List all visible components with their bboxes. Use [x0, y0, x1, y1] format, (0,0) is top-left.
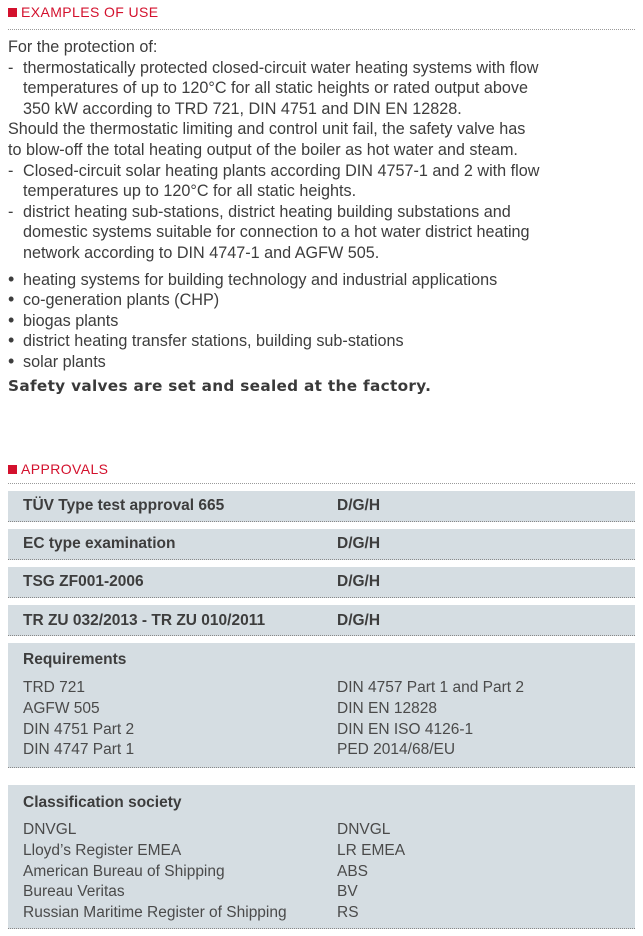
list-item: DIN 4757 Part 1 and Part 2 — [337, 679, 524, 696]
approval-name: TSG ZF001-2006 — [23, 573, 144, 590]
classification-panel — [8, 785, 635, 929]
approval-row — [8, 491, 635, 522]
examples-heading-label: EXAMPLES OF USE — [21, 4, 159, 20]
round-bullet-icon: • — [8, 350, 15, 371]
list-item: DIN 4751 Part 2 — [23, 720, 135, 738]
examples-divider — [8, 29, 635, 30]
factory-seal-note: Safety valves are set and sealed at the factory. — [8, 376, 432, 395]
list-item: BV — [337, 883, 358, 901]
list-item: DIN 4747 Part 1 — [23, 741, 135, 759]
list-item-continued: 350 kW according to TRD 721, DIN 4751 and DIN EN 12828. — [23, 99, 462, 118]
approval-name: EC type examination — [23, 535, 176, 552]
approval-row — [8, 567, 635, 598]
bullet-item: • district heating transfer stations, building sub-stations — [8, 330, 404, 351]
classification-left-list — [23, 820, 287, 924]
list-item: TRD 721 — [23, 679, 86, 696]
list-item-continued: network according to DIN 4747-1 and AGFW 505. — [23, 243, 380, 262]
list-item: - thermostatically protected closed-circuit water heating systems with flow — [8, 58, 539, 77]
approval-value: D/G/H — [337, 497, 381, 514]
list-item: RS — [337, 904, 359, 922]
bullet-item: • heating systems for building technology and industrial applications — [8, 268, 498, 289]
list-item: American Bureau of Shipping — [23, 862, 225, 880]
square-bullet-icon — [8, 8, 17, 17]
requirements-title: Requirements — [23, 651, 127, 668]
approvals-divider — [8, 483, 635, 484]
square-bullet-icon — [8, 465, 17, 474]
round-bullet-icon: • — [8, 268, 15, 289]
approval-name: TR ZU 032/2013 - TR ZU 010/2011 — [23, 612, 266, 629]
requirements-left-list — [23, 678, 134, 761]
list-item: DIN EN ISO 4126-1 — [337, 720, 474, 738]
list-item: DNVGL — [23, 821, 77, 838]
bullet-item: • solar plants — [8, 350, 106, 371]
bullet-item: • biogas plants — [8, 309, 119, 330]
classification-right-list — [337, 820, 405, 924]
round-bullet-icon: • — [8, 309, 15, 330]
round-bullet-icon: • — [8, 289, 15, 310]
requirements-panel — [8, 643, 635, 768]
approval-value: D/G/H — [337, 535, 381, 552]
examples-body — [8, 37, 638, 396]
list-item: - district heating sub-stations, district heating building substations and — [8, 202, 511, 221]
list-item: Bureau Veritas — [23, 883, 125, 901]
examples-heading — [8, 4, 158, 20]
approvals-heading — [8, 461, 108, 477]
approval-row — [8, 605, 635, 636]
list-item: Lloyd’s Register EMEA — [23, 841, 182, 859]
list-item: - Closed-circuit solar heating plants according DIN 4757-1 and 2 with flow — [8, 161, 540, 180]
list-item-continued: temperatures up to 120°C for all static heights. — [23, 182, 357, 201]
note-text: to blow-off the total heating output of the boiler as hot water and steam. — [8, 140, 518, 159]
approval-row — [8, 529, 635, 560]
intro-text: For the protection of: — [8, 38, 158, 56]
classification-title: Classification society — [23, 794, 182, 811]
list-item: Russian Maritime Register of Shipping — [23, 904, 287, 922]
list-item: PED 2014/68/EU — [337, 741, 456, 759]
list-item-continued: temperatures of up to 120°C for all static heights or rated output above — [23, 79, 528, 98]
round-bullet-icon: • — [8, 330, 15, 351]
approvals-heading-label: APPROVALS — [21, 461, 109, 477]
list-item: DNVGL — [337, 821, 391, 838]
note-text: Should the thermostatic limiting and control unit fail, the safety valve has — [8, 120, 526, 139]
list-item: ABS — [337, 862, 369, 880]
requirements-right-list — [337, 678, 524, 761]
bullet-item: • co-generation plants (CHP) — [8, 289, 220, 310]
approval-value: D/G/H — [337, 573, 381, 590]
list-item-continued: domestic systems suitable for connection to a hot water district heating — [23, 223, 530, 242]
list-item: DIN EN 12828 — [337, 699, 437, 717]
list-item: LR EMEA — [337, 841, 406, 859]
list-item: AGFW 505 — [23, 699, 100, 717]
approval-name: TÜV Type test approval 665 — [23, 497, 225, 514]
approval-value: D/G/H — [337, 612, 381, 629]
